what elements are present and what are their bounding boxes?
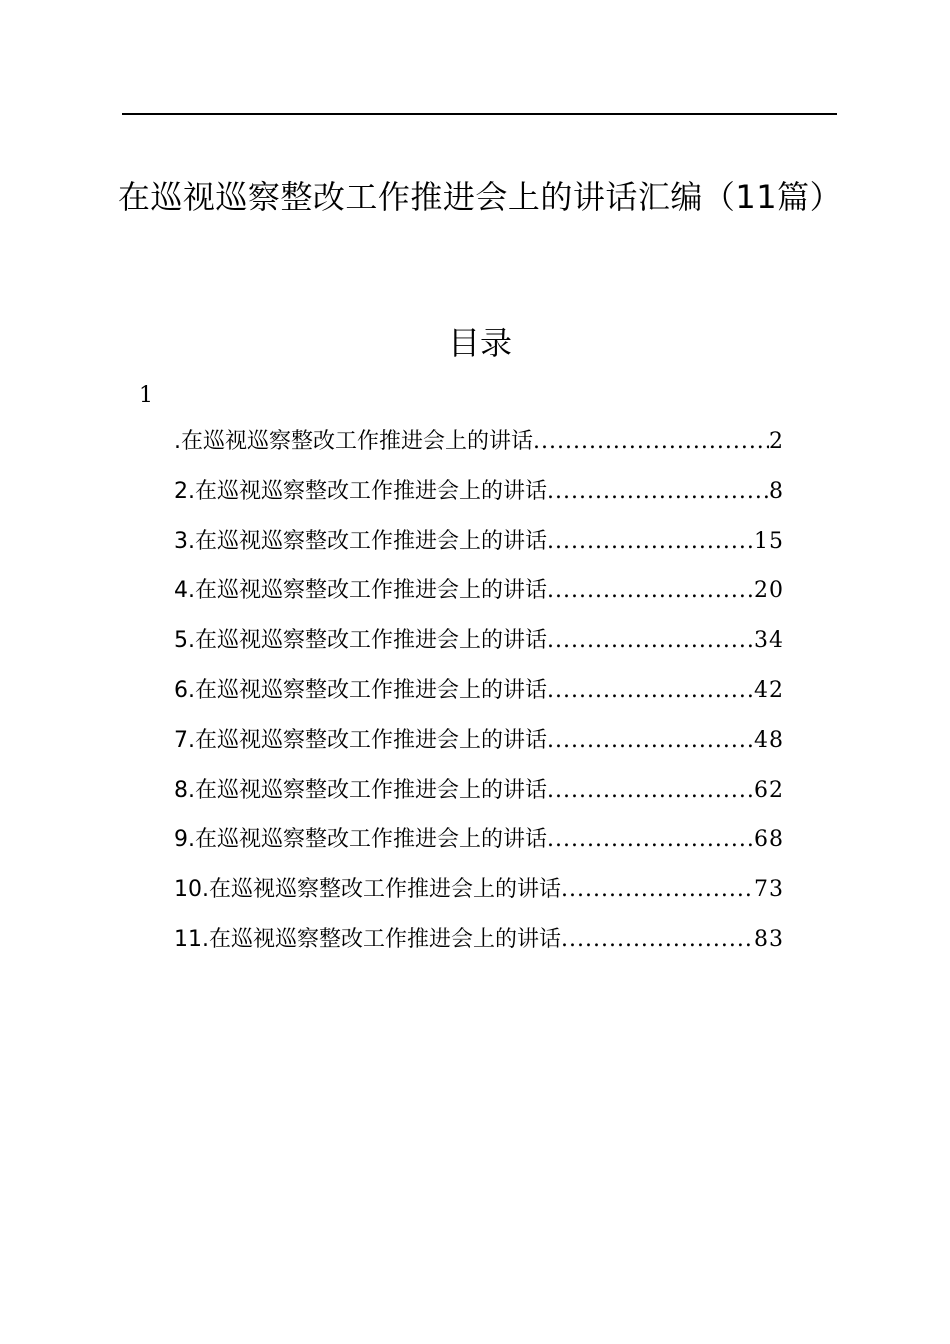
- document-title: 在巡视巡察整改工作推进会上的讲话汇编（11篇）: [117, 178, 843, 216]
- toc-entry-label: 4.在巡视巡察整改工作推进会上的讲话: [174, 578, 547, 604]
- dot-leader: [547, 524, 754, 560]
- toc-entry-label: 2.在巡视巡察整改工作推进会上的讲话: [174, 478, 547, 504]
- dot-leader: [547, 673, 754, 709]
- toc-entry-page: 15: [754, 528, 784, 554]
- list-number: 1: [139, 383, 153, 408]
- header-rule: [122, 113, 837, 115]
- toc-entry-page: 68: [754, 827, 784, 853]
- dot-leader: [547, 723, 754, 759]
- toc-entry-2[interactable]: [174, 474, 784, 524]
- toc-entry-page: 73: [754, 877, 784, 903]
- dot-leader: [547, 573, 754, 609]
- toc-entry-8[interactable]: [174, 773, 784, 823]
- toc-entry-label: 7.在巡视巡察整改工作推进会上的讲话: [174, 727, 547, 753]
- toc-entry-label: 8.在巡视巡察整改工作推进会上的讲话: [174, 777, 547, 803]
- toc-entry-page: 34: [754, 628, 784, 654]
- dot-leader: [547, 623, 754, 659]
- toc-entry-page: 20: [754, 578, 784, 604]
- toc-entry-4[interactable]: [174, 573, 784, 623]
- toc-entry-page: 2: [769, 429, 784, 454]
- toc-entry-page: 48: [754, 727, 784, 753]
- dot-leader: [547, 822, 754, 858]
- table-of-contents: [174, 424, 784, 972]
- toc-entry-label: 5.在巡视巡察整改工作推进会上的讲话: [174, 628, 547, 654]
- toc-entry-6[interactable]: [174, 673, 784, 723]
- dot-leader: [533, 424, 769, 460]
- toc-entry-label: 10.在巡视巡察整改工作推进会上的讲话: [174, 877, 561, 903]
- toc-entry-1[interactable]: [174, 424, 784, 474]
- toc-entry-label: 3.在巡视巡察整改工作推进会上的讲话: [174, 528, 547, 554]
- dot-leader: [561, 872, 754, 908]
- toc-entry-5[interactable]: [174, 623, 784, 673]
- dot-leader: [561, 922, 754, 958]
- toc-entry-label: 11.在巡视巡察整改工作推进会上的讲话: [174, 926, 561, 952]
- dot-leader: [547, 474, 769, 510]
- toc-entry-label: 6.在巡视巡察整改工作推进会上的讲话: [174, 677, 547, 703]
- toc-entry-7[interactable]: [174, 723, 784, 773]
- toc-entry-label: 9.在巡视巡察整改工作推进会上的讲话: [174, 827, 547, 853]
- toc-entry-page: 62: [754, 777, 784, 803]
- toc-entry-page: 42: [754, 677, 784, 703]
- toc-entry-10[interactable]: [174, 872, 784, 922]
- toc-heading: 目录: [447, 324, 512, 362]
- toc-entry-label: .在巡视巡察整改工作推进会上的讲话: [174, 429, 533, 454]
- toc-entry-3[interactable]: [174, 524, 784, 574]
- toc-entry-page: 8: [769, 478, 784, 504]
- toc-entry-page: 83: [754, 926, 784, 952]
- toc-entry-9[interactable]: [174, 822, 784, 872]
- dot-leader: [547, 773, 754, 809]
- toc-entry-11[interactable]: [174, 922, 784, 972]
